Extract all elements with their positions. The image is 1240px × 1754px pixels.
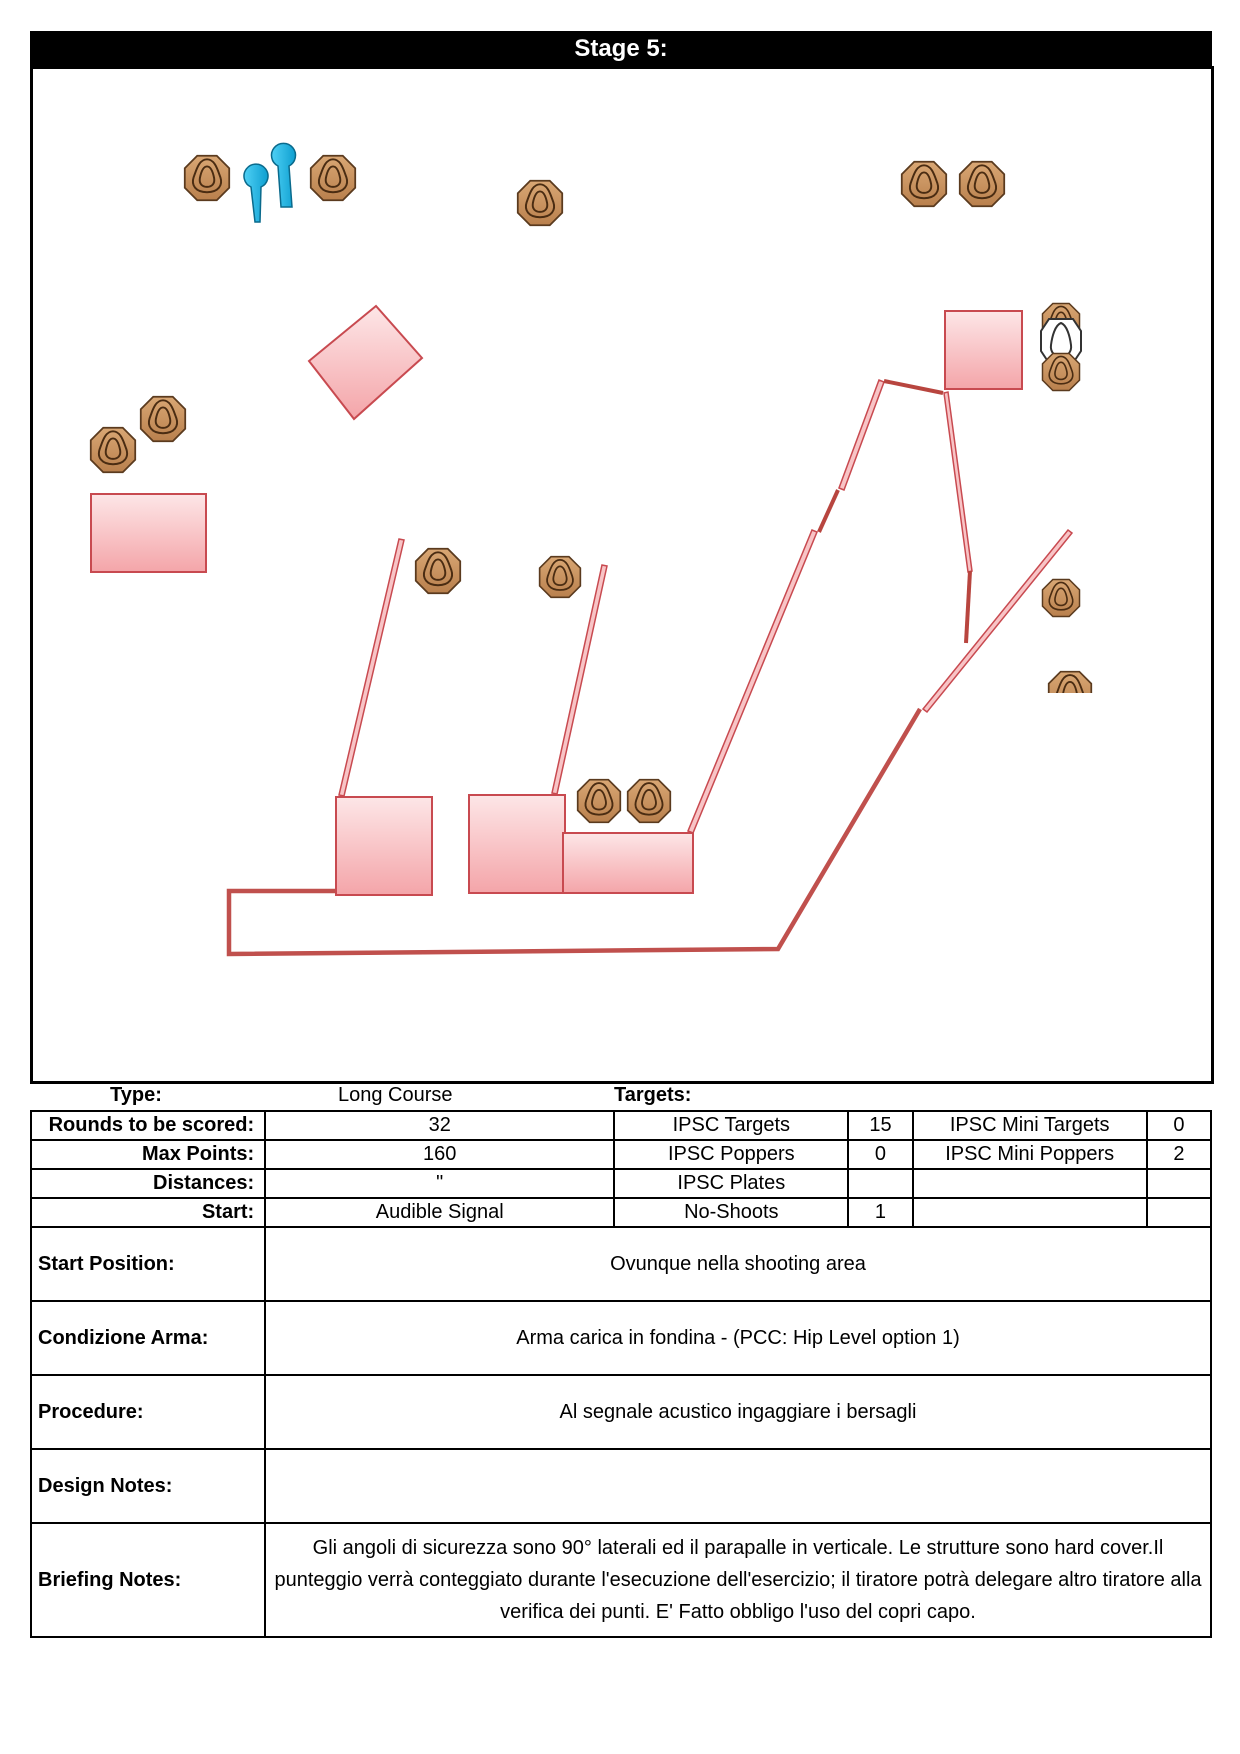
wall-dark-segment bbox=[819, 490, 838, 532]
table-row bbox=[31, 1198, 1211, 1227]
target-count bbox=[1147, 1169, 1211, 1198]
target-count: 15 bbox=[848, 1111, 912, 1140]
fault-line bbox=[229, 709, 920, 954]
notes-row bbox=[31, 1523, 1211, 1637]
spec-label: Start: bbox=[31, 1198, 265, 1227]
ipsc-target-icon bbox=[1042, 579, 1079, 616]
stage-notes-table bbox=[30, 1226, 1212, 1638]
briefing-notes-label: Briefing Notes: bbox=[31, 1523, 265, 1637]
ipsc-target-icon bbox=[628, 780, 671, 823]
target-count: 2 bbox=[1147, 1140, 1211, 1169]
ipsc-target-icon bbox=[185, 156, 229, 200]
target-type bbox=[913, 1198, 1147, 1227]
target-count bbox=[848, 1169, 912, 1198]
wall-panel bbox=[944, 392, 972, 572]
ipsc-target-icon bbox=[141, 397, 185, 441]
design-notes-value bbox=[265, 1449, 1211, 1523]
mini-popper-icon bbox=[272, 143, 296, 207]
barrel-block bbox=[563, 833, 693, 893]
ipsc-target-icon bbox=[960, 162, 1004, 206]
ipsc-targets bbox=[91, 156, 1080, 823]
barrel-block bbox=[309, 306, 422, 419]
target-count: 0 bbox=[1147, 1111, 1211, 1140]
type-label: Type: bbox=[110, 1084, 162, 1106]
barrel-block bbox=[336, 797, 432, 895]
target-type: IPSC Poppers bbox=[614, 1140, 848, 1169]
wall-dark-segment bbox=[966, 571, 970, 643]
table-row bbox=[31, 1169, 1211, 1198]
table-row bbox=[31, 1111, 1211, 1140]
targets-label: Targets: bbox=[614, 1084, 692, 1106]
start-position-label: Start Position: bbox=[31, 1227, 265, 1301]
ipsc-target-icon bbox=[91, 428, 135, 472]
wall-dark-segment bbox=[884, 381, 943, 393]
ipsc-target-icon bbox=[1042, 353, 1079, 390]
stage-layout-drawing bbox=[33, 69, 1211, 1081]
stage-info bbox=[30, 1082, 1212, 1638]
spec-value: " bbox=[265, 1169, 614, 1198]
mini-popper-icon bbox=[244, 164, 268, 222]
spec-value: 32 bbox=[265, 1111, 614, 1140]
procedure-label: Procedure: bbox=[31, 1375, 265, 1449]
spec-value: 160 bbox=[265, 1140, 614, 1169]
notes-row bbox=[31, 1375, 1211, 1449]
type-value: Long Course bbox=[338, 1084, 453, 1106]
wall-panel bbox=[688, 530, 817, 833]
wall-panel bbox=[339, 539, 404, 796]
stage-title: Stage 5: bbox=[574, 34, 668, 62]
target-count bbox=[1147, 1198, 1211, 1227]
wall-panels bbox=[339, 380, 1072, 833]
procedure-value: Al segnale acustico ingaggiare i bersagli bbox=[265, 1375, 1211, 1449]
ipsc-target-partial-icon bbox=[1049, 672, 1092, 715]
ipsc-target-icon bbox=[902, 162, 946, 206]
barrel-block bbox=[945, 311, 1022, 389]
target-type: IPSC Mini Poppers bbox=[913, 1140, 1147, 1169]
barrel-block bbox=[469, 795, 565, 893]
ipsc-target-icon bbox=[311, 156, 355, 200]
spec-label: Distances: bbox=[31, 1169, 265, 1198]
start-position-value: Ovunque nella shooting area bbox=[265, 1227, 1211, 1301]
wall-panel bbox=[839, 380, 884, 490]
barrel-block bbox=[91, 494, 206, 572]
table-row bbox=[31, 1140, 1211, 1169]
weapon-condition-label: Condizione Arma: bbox=[31, 1301, 265, 1375]
stage-diagram bbox=[30, 66, 1214, 1084]
target-type: IPSC Mini Targets bbox=[913, 1111, 1147, 1140]
barrel-blocks bbox=[91, 306, 1022, 895]
target-count: 1 bbox=[848, 1198, 912, 1227]
ipsc-target-icon bbox=[416, 549, 460, 593]
target-type bbox=[913, 1169, 1147, 1198]
mini-poppers bbox=[244, 143, 296, 222]
target-count: 0 bbox=[848, 1140, 912, 1169]
wall-panel bbox=[552, 565, 607, 794]
target-type: IPSC Plates bbox=[614, 1169, 848, 1198]
notes-row bbox=[31, 1227, 1211, 1301]
spec-label: Max Points: bbox=[31, 1140, 265, 1169]
stage-specs-table bbox=[30, 1110, 1212, 1228]
spec-value: Audible Signal bbox=[265, 1198, 614, 1227]
design-notes-label: Design Notes: bbox=[31, 1449, 265, 1523]
weapon-condition-value: Arma carica in fondina - (PCC: Hip Level option 1) bbox=[265, 1301, 1211, 1375]
type-row bbox=[30, 1082, 1212, 1110]
target-type: No-Shoots bbox=[614, 1198, 848, 1227]
spec-label: Rounds to be scored: bbox=[31, 1111, 265, 1140]
stage-title-bar bbox=[30, 31, 1212, 66]
notes-row bbox=[31, 1301, 1211, 1375]
notes-row bbox=[31, 1449, 1211, 1523]
ipsc-target-icon bbox=[540, 557, 581, 598]
target-type: IPSC Targets bbox=[614, 1111, 848, 1140]
ipsc-target-icon bbox=[518, 181, 562, 225]
ipsc-target-icon bbox=[578, 780, 621, 823]
briefing-notes-value: Gli angoli di sicurezza sono 90° laterali ed il parapalle in verticale. Le strutture sono hard cover.Il punteggio verrà conteggiato durante l'esecuzione dell'esercizio; il tiratore potrà delegare altro tiratore alla verifica dei punti. E' Fatto obbligo l'uso del copri capo. bbox=[265, 1523, 1211, 1637]
